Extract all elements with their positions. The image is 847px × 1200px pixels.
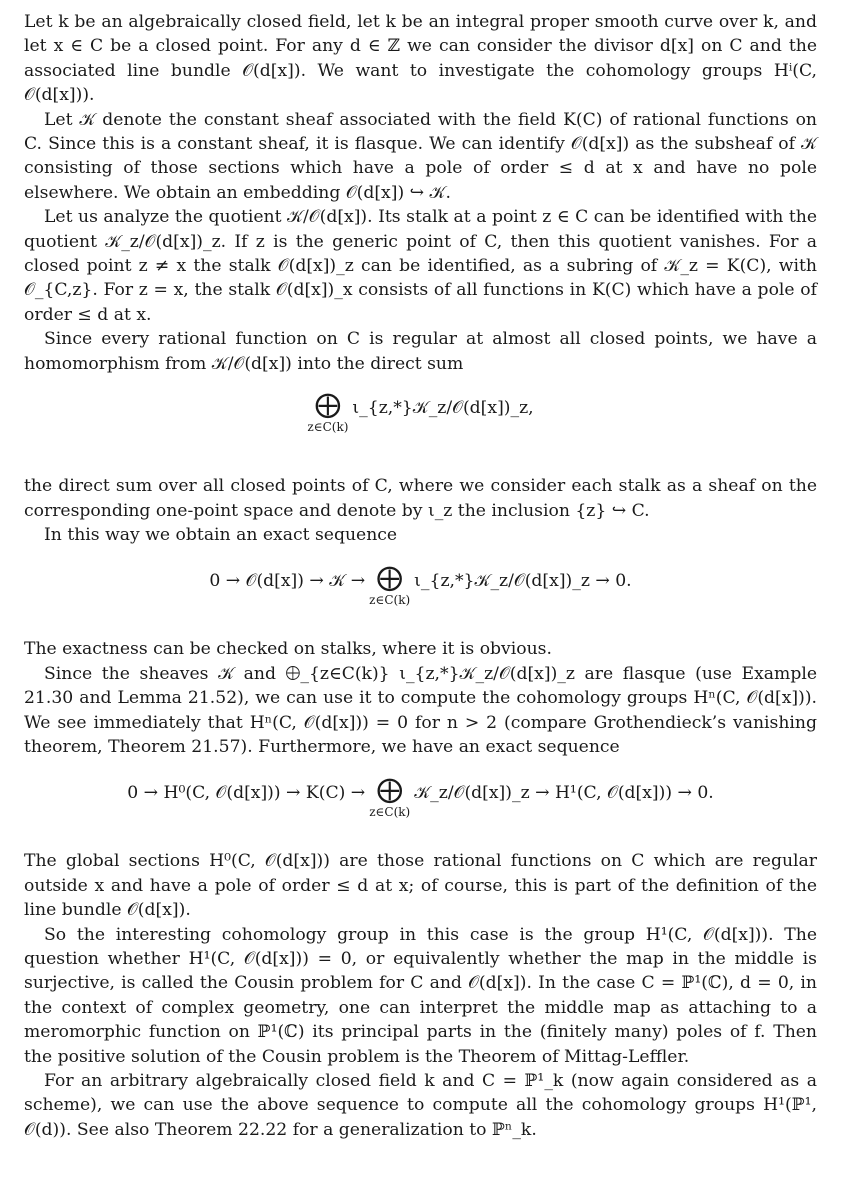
sequence-1-right: ι_{z,*}𝒦_z/𝒪(d[x])_z → 0.: [414, 571, 632, 592]
direct-sum-body: ι_{z,*}𝒦_z/𝒪(d[x])_z,: [352, 398, 534, 419]
paragraph-3: Let us analyze the quotient 𝒦/𝒪(d[x]). Its stalk at a point z ∈ C can be identified with the quotient 𝒦_z/𝒪(d[x])_z. If z is the generic point of C, then this quotient vanishes. For a closed point z ≠ x the stalk 𝒪(d[x])_z can be identified, as a subring of 𝒦_z = K(C), with 𝒪_{C,z}. For z = x, the stalk 𝒪(d[x])_x consists of all functions in K(C) which have a pole of order ≤ d at x.: [24, 207, 817, 325]
display-equation-direct-sum: [24, 392, 817, 454]
display-equation-exact-sequence-2: [24, 777, 817, 827]
direct-sum-index: z∈C(k): [307, 420, 349, 435]
direct-sum-symbol: ⨁: [376, 775, 403, 806]
direct-sum-operator: [369, 565, 410, 607]
sequence-2-left: 0 → H⁰(C, 𝒪(d[x])) → K(C) →: [127, 783, 366, 804]
paragraph-10: So the interesting cohomology group in this case is the group H¹(C, 𝒪(d[x])). The question whether H¹(C, 𝒪(d[x])) = 0, or equivalently whether the map in the middle is surjective, is called the Cousin problem for C and 𝒪(d[x]). In the case C = ℙ¹(ℂ), d = 0, in the context of complex geometry, one can interpret the middle map as attaching to a meromorphic function on ℙ¹(ℂ) its principal parts in the (finitely many) poles of f. Then the positive solution of the Cousin problem is the Theorem of Mittag-Leffler.: [24, 924, 817, 1067]
paragraph-2: Let 𝒦 denote the constant sheaf associated with the field K(C) of rational functions on C. Since this is a constant sheaf, it is flasque. We can identify 𝒪(d[x]) as the subsheaf of 𝒦 consisting of those sections which have a pole of order ≤ d at x and have no pole elsewhere. We obtain an embedding 𝒪(d[x]) ↪ 𝒦.: [24, 109, 817, 203]
paragraph-4: Since every rational function on C is regular at almost all closed points, we have a homomorphism from 𝒦/𝒪(d[x]) into the direct sum: [24, 329, 817, 374]
direct-sum-operator: [307, 392, 348, 434]
paragraph-7: The exactness can be checked on stalks, where it is obvious.: [24, 639, 552, 660]
paragraph-5: the direct sum over all closed points of C, where we consider each stalk as a sheaf on the corresponding one-point space and denote by ι_z the inclusion {z} ↪ C.: [24, 476, 817, 521]
paragraph-9: The global sections H⁰(C, 𝒪(d[x])) are those rational functions on C which are regular outside x and have a pole of order ≤ d at x; of course, this is part of the definition of the line bundle 𝒪(d[x]).: [24, 851, 817, 921]
paragraph-6: In this way we obtain an exact sequence: [44, 524, 398, 545]
paragraph-11: For an arbitrary algebraically closed field k and C = ℙ¹_k (now again considered as a scheme), we can use the above sequence to compute all the cohomology groups H¹(ℙ¹, 𝒪(d)). See also Theorem 22.22 for a generalization to ℙⁿ_k.: [24, 1071, 817, 1140]
sequence-2-right: 𝒦_z/𝒪(d[x])_z → H¹(C, 𝒪(d[x])) → 0.: [414, 783, 714, 804]
paragraph-8: Since the sheaves 𝒦 and ⨁_{z∈C(k)} ι_{z,*}𝒦_z/𝒪(d[x])_z are flasque (use Example 21.30 and Lemma 21.52), we can use it to compute the cohomology groups Hⁿ(C, 𝒪(d[x])). We see immediately that Hⁿ(C, 𝒪(d[x])) = 0 for n > 2 (compare Grothendieck’s vanishing theorem, Theorem 21.57). Furthermore, we have an exact sequence: [24, 663, 817, 757]
direct-sum-index: z∈C(k): [369, 805, 411, 820]
direct-sum-symbol: ⨁: [314, 390, 341, 421]
display-equation-exact-sequence-1: [24, 565, 817, 615]
paragraph-1: Let k be an algebraically closed field, let k be an integral proper smooth curve over k, and let x ∈ C be a closed point. For any d ∈ ℤ we can consider the divisor d[x] on C and the associated line bundle 𝒪(d[x]). We want to investigate the cohomology groups Hⁱ(C, 𝒪(d[x])).: [24, 12, 817, 106]
sequence-1-left: 0 → 𝒪(d[x]) → 𝒦 →: [209, 571, 366, 592]
direct-sum-symbol: ⨁: [376, 563, 403, 594]
direct-sum-index: z∈C(k): [369, 593, 411, 608]
direct-sum-operator: [369, 777, 410, 819]
